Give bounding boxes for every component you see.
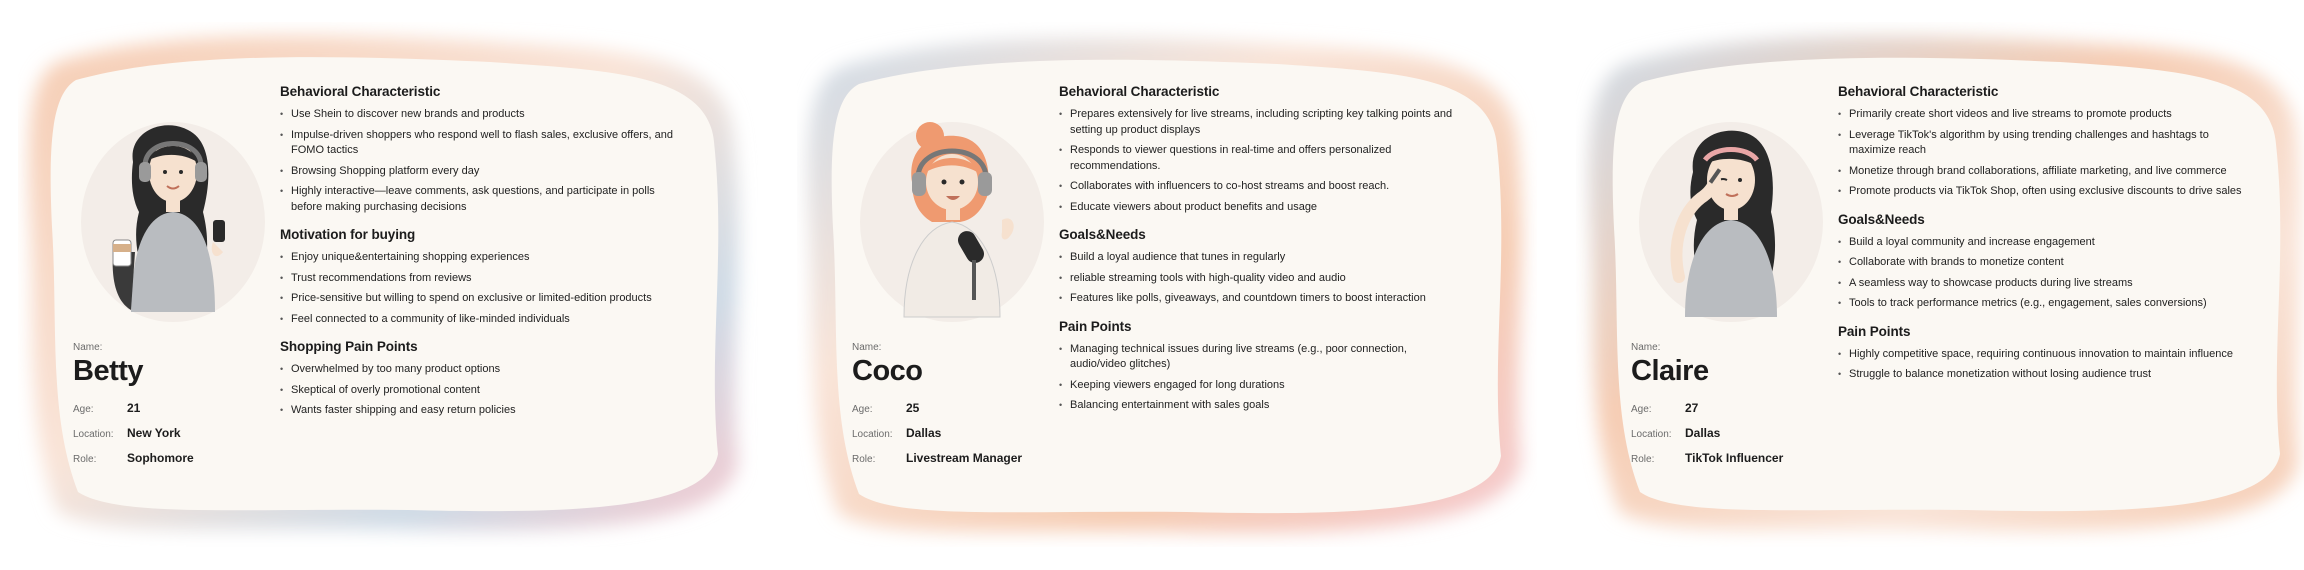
age-row <box>1631 401 1851 415</box>
section-title: Behavioral Characteristic <box>1059 84 1220 99</box>
name-label: Name: <box>852 342 882 353</box>
list-item: • Keeping viewers engaged for long durations <box>1059 378 1464 394</box>
list-item: • Highly competitive space, requiring continuous innovation to maintain influence <box>1838 347 2243 363</box>
name-label: Name: <box>73 342 103 353</box>
persona-card-claire <box>1576 22 2304 547</box>
list-item: • Leverage TikTok's algorithm by using trending challenges and hashtags to maximize reach <box>1838 128 2243 159</box>
list-item: • Promote products via TikTok Shop, often using exclusive discounts to drive sales <box>1838 184 2243 200</box>
location-label: Location: <box>73 429 114 440</box>
persona-name: Betty <box>73 355 144 387</box>
list-item: • Price-sensitive but willing to spend on exclusive or limited-edition products <box>280 291 685 307</box>
list-item: • Browsing Shopping platform every day <box>280 164 685 180</box>
section-list <box>1838 235 2243 312</box>
list-item: • Overwhelmed by too many product options <box>280 362 685 378</box>
persona-meta <box>73 342 293 476</box>
woman-headphones-coffee-phone-illustration <box>73 102 273 332</box>
persona-card-betty <box>18 22 758 547</box>
section-list <box>1059 107 1464 215</box>
list-item: • Collaborate with brands to monetize content <box>1838 255 2243 271</box>
list-item: • Struggle to balance monetization without losing audience trust <box>1838 367 2243 383</box>
age-value: 25 <box>906 401 920 415</box>
location-row <box>1631 426 1851 440</box>
age-label: Age: <box>73 404 94 415</box>
persona-content <box>1059 84 1464 426</box>
list-item: • A seamless way to showcase products during live streams <box>1838 276 2243 292</box>
location-row <box>852 426 1072 440</box>
location-value: Dallas <box>1685 426 1721 440</box>
list-item: • Tools to track performance metrics (e.g., engagement, sales conversions) <box>1838 296 2243 312</box>
section-title: Shopping Pain Points <box>280 339 418 354</box>
persona-name: Coco <box>852 355 923 387</box>
list-item: • Prepares extensively for live streams, including scripting key talking points and setting up product displays <box>1059 107 1464 138</box>
name-label: Name: <box>1631 342 1661 353</box>
list-item: • Skeptical of overly promotional content <box>280 383 685 399</box>
section-title: Behavioral Characteristic <box>280 84 441 99</box>
section-title: Pain Points <box>1059 318 1132 334</box>
woman-headphones-microphone-illustration <box>852 102 1052 332</box>
age-value: 21 <box>127 401 141 415</box>
age-value: 27 <box>1685 401 1699 415</box>
role-row <box>73 451 293 465</box>
role-value: Sophomore <box>127 451 194 465</box>
section-title: Goals&Needs <box>1059 227 1146 242</box>
woman-applying-makeup-illustration <box>1631 102 1831 332</box>
list-item: • Managing technical issues during live streams (e.g., poor connection, audio/video glitches) <box>1059 342 1464 373</box>
role-label: Role: <box>1631 454 1655 465</box>
persona-card-coco <box>797 22 1537 547</box>
list-item: • Responds to viewer questions in real-time and offers personalized recommendations. <box>1059 143 1464 174</box>
role-label: Role: <box>852 454 876 465</box>
list-item: • Primarily create short videos and live streams to promote products <box>1838 107 2243 123</box>
role-row <box>852 451 1072 465</box>
list-item: • Build a loyal community and increase engagement <box>1838 235 2243 251</box>
list-item: • Balancing entertainment with sales goals <box>1059 398 1464 414</box>
location-label: Location: <box>852 429 893 440</box>
persona-meta <box>1631 342 1851 476</box>
section-list <box>1838 347 2243 383</box>
list-item: • Monetize through brand collaborations, affiliate marketing, and live commerce <box>1838 164 2243 180</box>
persona-meta <box>852 342 1072 476</box>
section-title: Goals&Needs <box>1838 211 1925 227</box>
list-item: • Highly interactive—leave comments, ask questions, and participate in polls before making purchasing decisions <box>280 184 685 215</box>
location-row <box>73 426 293 440</box>
section-title: Pain Points <box>1838 323 1911 339</box>
section-title: Motivation for buying <box>280 227 416 242</box>
persona-content <box>280 84 685 431</box>
role-label: Role: <box>73 454 97 465</box>
section-list <box>1838 107 2243 200</box>
age-label: Age: <box>852 404 873 415</box>
section-list <box>280 362 685 419</box>
list-item: • Feel connected to a community of like-minded individuals <box>280 312 685 328</box>
list-item: • Trust recommendations from reviews <box>280 271 685 287</box>
list-item: • Wants faster shipping and easy return policies <box>280 403 685 419</box>
list-item: • Features like polls, giveaways, and countdown timers to boost interaction <box>1059 291 1464 307</box>
location-value: New York <box>127 426 181 440</box>
location-label: Location: <box>1631 429 1672 440</box>
section-list <box>1059 342 1464 414</box>
role-value: Livestream Manager <box>906 451 1023 465</box>
list-item: • Impulse-driven shoppers who respond well to flash sales, exclusive offers, and FOMO tactics <box>280 128 685 159</box>
age-row <box>852 401 1072 415</box>
role-row <box>1631 451 1851 465</box>
role-value: TikTok Influencer <box>1685 451 1784 465</box>
section-list <box>1059 250 1464 307</box>
list-item: • reliable streaming tools with high-quality video and audio <box>1059 271 1464 287</box>
section-list <box>280 107 685 215</box>
list-item: • Build a loyal audience that tunes in regularly <box>1059 250 1464 266</box>
list-item: • Enjoy unique&entertaining shopping experiences <box>280 250 685 266</box>
list-item: • Collaborates with influencers to co-host streams and boost reach. <box>1059 179 1464 195</box>
section-title: Behavioral Characteristic <box>1838 84 1999 99</box>
persona-name: Claire <box>1631 355 1709 387</box>
section-list <box>280 250 685 327</box>
age-label: Age: <box>1631 404 1652 415</box>
persona-content <box>1838 84 2243 395</box>
list-item: • Use Shein to discover new brands and products <box>280 107 685 123</box>
location-value: Dallas <box>906 426 942 440</box>
age-row <box>73 401 293 415</box>
list-item: • Educate viewers about product benefits and usage <box>1059 200 1464 216</box>
